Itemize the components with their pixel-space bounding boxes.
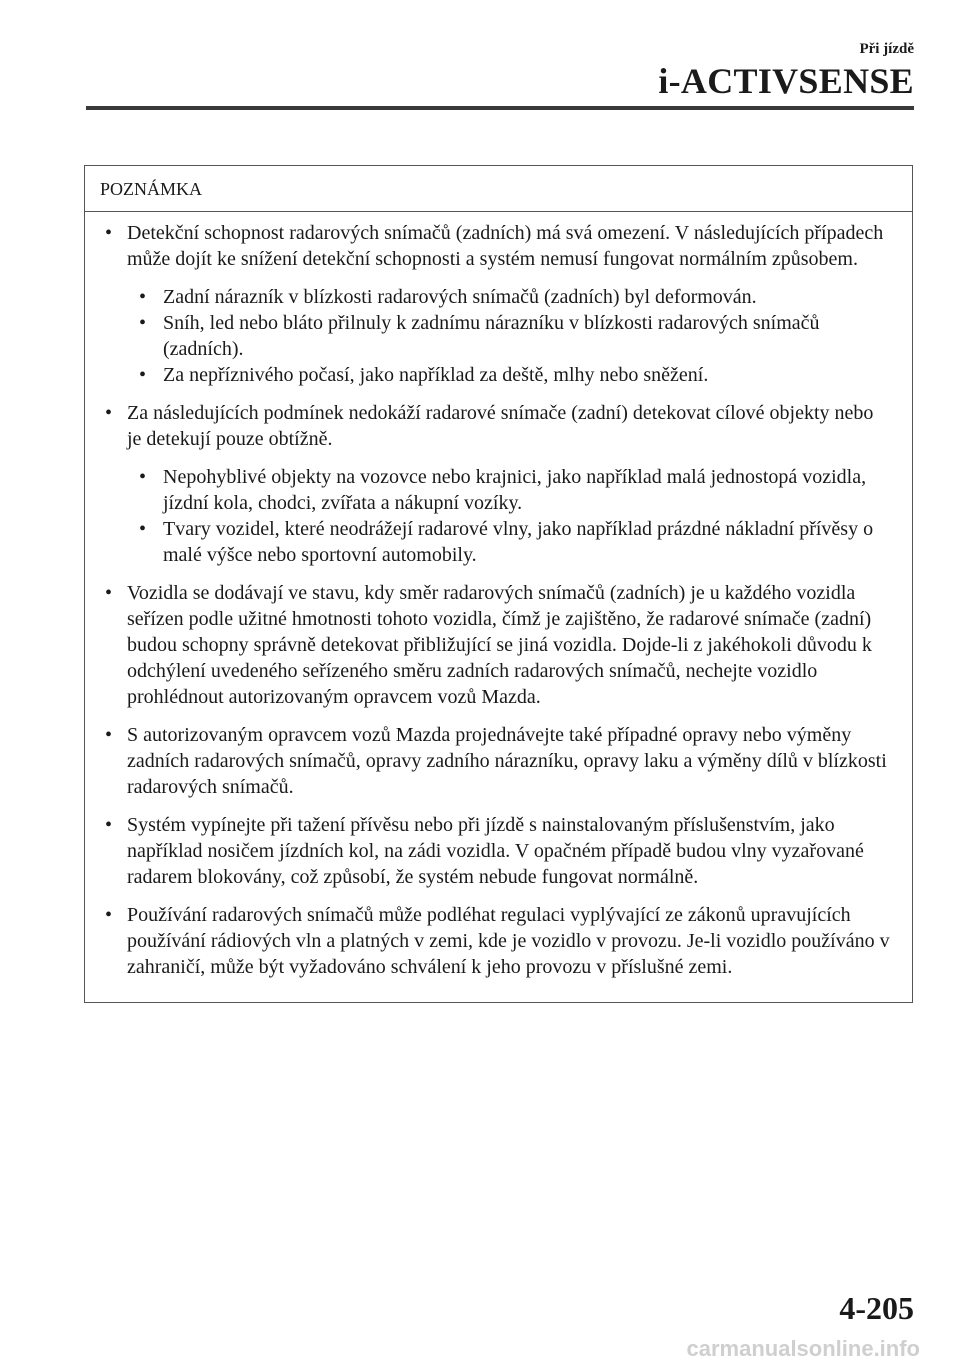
page-number: 4-205: [839, 1290, 914, 1326]
bullet-mark-icon: •: [105, 222, 113, 244]
note-subitem: [135, 284, 892, 310]
bullet-mark-icon: •: [105, 582, 113, 604]
note-bullet-text: Používání radarových snímačů může podléhat regulaci vyplývající ze zákonů upravujících používání rádiových vln a platných v zemi, kde je vozidlo v provozu. Je-li vozidlo používáno v zahraničí, může být vyžadováno schválení k jeho provozu v příslušné zemi.: [127, 904, 890, 978]
bullet-mark-icon: •: [105, 904, 113, 926]
note-sublist: [127, 464, 892, 568]
section-title: Při jízdě: [859, 41, 914, 57]
note-bullet-text: S autorizovaným opravcem vozů Mazda projednávejte také případné opravy nebo výměny zadních radarových snímačů, opravy zadního nárazníku, opravy laku a výměny dílů v blízkosti radarových snímačů.: [127, 724, 887, 798]
bullet-mark-icon: •: [105, 402, 113, 424]
note-bullet-text: Systém vypínejte při tažení přívěsu nebo při jízdě s nainstalovaným příslušenstvím, jako například nosičem jízdních kol, na zádi vozidla. V opačném případě budou vlny vyzařované radarem blokovány, což způsobí, že systém nebude fungovat normálně.: [127, 814, 864, 888]
note-subitem-text: Sníh, led nebo bláto přilnuly k zadnímu nárazníku v blízkosti radarových snímačů (zadních).: [163, 312, 820, 360]
note-subitem: [135, 516, 892, 568]
sub-bullet-icon: •: [139, 286, 147, 308]
bullet-mark-icon: •: [105, 724, 113, 746]
note-body: [85, 212, 912, 980]
sub-bullet-icon: •: [139, 466, 147, 488]
sub-bullet-icon: •: [139, 364, 147, 386]
note-bullet-item: [105, 220, 892, 388]
note-sublist: [127, 284, 892, 388]
note-bullet-item: [105, 812, 892, 890]
note-bullet-item: [105, 722, 892, 800]
sub-bullet-icon: •: [139, 312, 147, 334]
note-subitem: [135, 464, 892, 516]
sub-bullet-icon: •: [139, 518, 147, 540]
note-bullet-item: [105, 400, 892, 568]
note-bullet-item: [105, 902, 892, 980]
note-subitem-text: Tvary vozidel, které neodrážejí radarové vlny, jako například prázdné nákladní přívěsy o malé výšce nebo sportovní automobily.: [163, 518, 874, 566]
bullet-mark-icon: •: [105, 814, 113, 836]
watermark: carmanualsonline.info: [686, 1336, 920, 1361]
note-box: [84, 165, 913, 1003]
note-bullet-item: [105, 580, 892, 710]
note-bullet-text: Vozidla se dodávají ve stavu, kdy směr radarových snímačů (zadních) je u každého vozidla seřízen podle užitné hmotnosti tohoto vozidla, čímž je zajištěno, že radarové snímače (zadní) budou schopny správně detekovat přibližující se jiná vozidla. Dojde-li z jakéhokoli důvodu k odchýlení uvedeného seřízeného směru zadních radarových snímačů, nechejte vozidlo prohlédnout autorizovaným opravcem vozů Mazda.: [127, 582, 872, 708]
note-subitem-text: Nepohyblivé objekty na vozovce nebo krajnici, jako například malá jednostopá vozidla, jízdní kola, chodci, zvířata a nákupní vozíky.: [163, 466, 867, 514]
note-bullet-text: Za následujících podmínek nedokáží radarové snímače (zadní) detekovat cílové objekty nebo je detekují pouze obtížně.: [127, 402, 874, 450]
note-subitem: [135, 362, 892, 388]
note-bullet-text: Detekční schopnost radarových snímačů (zadních) má svá omezení. V následujících případech může dojít ke snížení detekční schopnosti a systém nemusí fungovat normálním způsobem.: [127, 222, 884, 270]
note-heading: POZNÁMKA: [85, 166, 912, 212]
chapter-title: i-ACTIVSENSE: [658, 61, 914, 101]
note-subitem-text: Za nepříznivého počasí, jako například za deště, mlhy nebo sněžení.: [163, 364, 709, 386]
note-subitem: [135, 310, 892, 362]
page-header: [658, 40, 914, 101]
note-subitem-text: Zadní nárazník v blízkosti radarových snímačů (zadních) byl deformován.: [163, 286, 757, 308]
header-divider: [86, 106, 914, 110]
